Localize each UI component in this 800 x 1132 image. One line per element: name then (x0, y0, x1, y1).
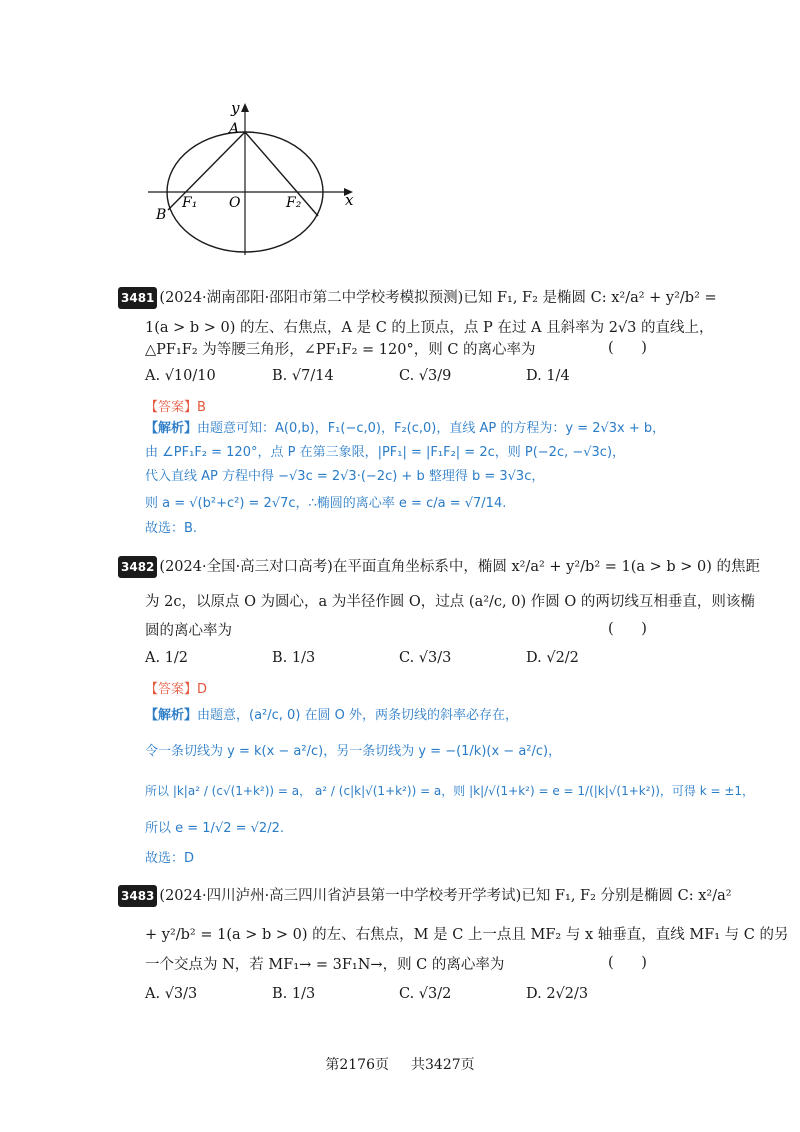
q3481-analysis-label: 【解析】 (145, 421, 198, 436)
q3482-line1 (118, 556, 760, 578)
q3482-text1: (2024·全国·高三对口高考)在平面直角坐标系中，椭圆 x²/a² + y²/b² = 1(a > b > 0) 的焦距 (159, 559, 761, 575)
q3483-option-d: D. 2√2/3 (526, 986, 589, 1002)
q3482-option-b: B. 1/3 (272, 650, 316, 666)
q3483-line3: 一个交点为 N，若 MF₁→ = 3F₁N→，则 C 的离心率为 (145, 957, 505, 973)
q3482-analysis-line4: 所以 e = 1/√2 = √2/2. (145, 821, 284, 836)
q3481-answer: 【答案】B (145, 400, 206, 415)
q3482-bracket: ( ) (608, 621, 647, 637)
q3481-option-a: A. √10/10 (145, 368, 216, 384)
y-axis-arrow (241, 103, 249, 112)
label-x: x (345, 191, 354, 209)
q3483-line1 (118, 885, 732, 907)
line-AF2 (245, 132, 318, 216)
q3481-line1 (118, 287, 717, 309)
q3482-analysis-label: 【解析】 (145, 708, 198, 723)
label-A: A (229, 121, 240, 137)
q3483-text1: (2024·四川泸州·高三四川省泸县第一中学校考开学考试)已知 F₁, F₂ 分别是椭圆 C: x²/a² (159, 888, 732, 904)
q3483-number: 3483 (118, 885, 157, 907)
q3481-analysis-line4: 则 a = √(b²+c²) = 2√7c，∴椭圆的离心率 e = c/a = √7/14. (145, 496, 507, 511)
q3481-option-b: B. √7/14 (272, 368, 334, 384)
q3482-analysis-line2: 令一条切线为 y = k(x − a²/c)，另一条切线为 y = −(1/k)(x − a²/c)， (145, 744, 562, 759)
q3483-option-a: A. √3/3 (145, 986, 198, 1002)
q3482-line2: 为 2c，以原点 O 为圆心，a 为半径作圆 O，过点 (a²/c, 0) 作圆 O 的两切线互相垂直，则该椭 (145, 594, 755, 610)
q3481-analysis-line3: 代入直线 AP 方程中得 −√3c = 2√3·(−2c) + b 整理得 b = 3√3c， (145, 469, 545, 484)
q3482-option-d: D. √2/2 (526, 650, 579, 666)
q3481-text1: (2024·湖南邵阳·邵阳市第二中学校考模拟预测)已知 F₁, F₂ 是椭圆 C: x²/a² + y²/b² = (159, 290, 717, 306)
label-B: B (156, 207, 167, 223)
label-F2: F₂ (286, 195, 302, 211)
label-F1: F₁ (182, 195, 198, 211)
page-total: 共3427页 (411, 1057, 475, 1073)
q3481-analysis-line5: 故选：B. (145, 521, 198, 536)
q3483-option-b: B. 1/3 (272, 986, 316, 1002)
q3482-analysis-line1: 【解析】由题意，(a²/c, 0) 在圆 O 外，两条切线的斜率必存在， (145, 708, 519, 723)
q3483-bracket: ( ) (608, 955, 647, 971)
q3481-line3: △PF₁F₂ 为等腰三角形，∠PF₁F₂ = 120°，则 C 的离心率为 (145, 342, 536, 358)
q3482-option-c: C. √3/3 (399, 650, 452, 666)
q3482-answer: 【答案】D (145, 682, 208, 697)
page-number: 第2176页 (325, 1057, 389, 1073)
label-O: O (229, 195, 241, 211)
page-footer (0, 1054, 800, 1074)
q3481-bracket: ( ) (608, 340, 647, 356)
q3481-analysis-line1: 【解析】由题意可知：A(0,b)，F₁(−c,0)，F₂(c,0)，直线 AP 的方程为：y = 2√3x + b， (145, 421, 666, 436)
q3483-option-c: C. √3/2 (399, 986, 452, 1002)
q3483-line2: + y²/b² = 1(a > b > 0) 的左、右焦点，M 是 C 上一点且 MF₂ 与 x 轴垂直，直线 MF₁ 与 C 的另 (145, 927, 789, 943)
label-y: y (231, 99, 240, 117)
q3481-number: 3481 (118, 287, 157, 309)
q3481-option-c: C. √3/9 (399, 368, 452, 384)
q3481-analysis-line2: 由 ∠PF₁F₂ = 120°，点 P 在第三象限，|PF₁| = |F₁F₂| = 2c，则 P(−2c, −√3c)， (145, 445, 626, 460)
q3482-analysis-line3: 所以 |k|a² / (c√(1+k²)) = a， a² / (c|k|√(1+k²)) = a，则 |k|/√(1+k²) = e = 1/(|k|√(1+k²))，可得 k = ±1， (145, 784, 755, 798)
ellipse-figure (140, 95, 370, 260)
q3481-line2: 1(a > b > 0) 的左、右焦点，A 是 C 的上顶点，点 P 在过 A 且斜率为 2√3 的直线上， (145, 320, 714, 336)
q3482-analysis-line5: 故选：D (145, 851, 195, 866)
q3481-option-d: D. 1/4 (526, 368, 570, 384)
q3482-number: 3482 (118, 556, 157, 578)
q3482-line3: 圆的离心率为 (145, 623, 232, 639)
q3482-option-a: A. 1/2 (145, 650, 189, 666)
